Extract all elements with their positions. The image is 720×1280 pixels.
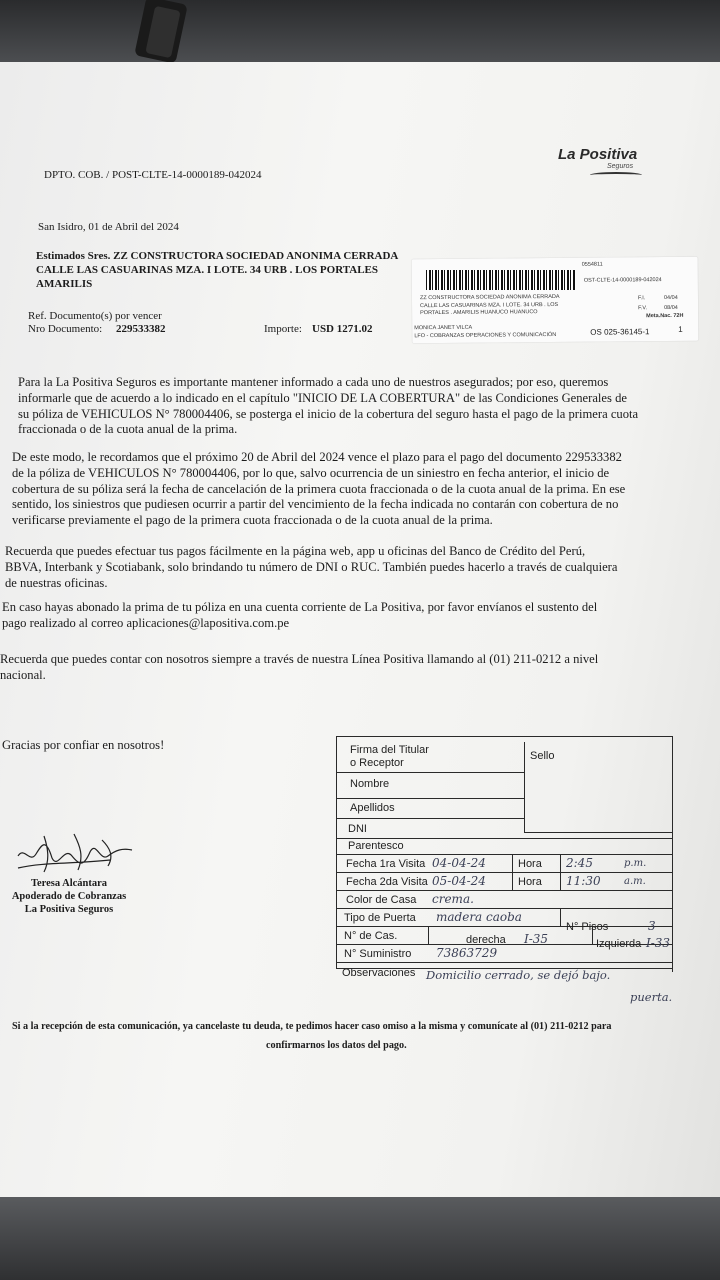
form-observaciones-value2: puerta. [630,990,673,1004]
form-observaciones-label: Observaciones [342,967,416,979]
ref-label: Ref. Documento(s) por vencer [28,310,162,322]
form-firma-label: Firma del Titular [350,744,429,756]
p2-line: de la póliza de VEHICULOS N° 780004406, por lo que, salvo ocurrencia de un siniestro en fecha anterior, el inicio de [12,465,610,480]
label-name: MONICA JANET VILCA [414,324,473,332]
label-fv: F.V. [638,305,648,312]
label-line2: CALLE LAS CASUARINAS MZA. I LOTE. 34 URB . LOS [420,301,559,310]
form-hora2-label: Hora [518,876,542,888]
form-apellidos-label: Apellidos [350,802,395,814]
p1-line: su póliza de VEHICULOS N° 780004406, se posterga el inicio de la cobertura del seguro hasta el pago de la primera cuota [18,406,639,421]
paragraph-2 [12,450,625,529]
company-logo: La Positiva [558,146,638,163]
footer-line2: confirmarnos los datos del pago. [266,1040,407,1051]
background-bottom [0,1190,720,1280]
form-hora1-ampm: p.m. [624,858,647,869]
doc-label: Nro Documento: [28,323,103,335]
form-izquierda-label: Izquierda [596,938,642,950]
label-meta: Meta.Nac. 72H [646,312,684,320]
label-code-right: OST-CLTE-14-0000189-042024 [583,277,662,284]
doc-number: 229533382 [116,323,166,335]
background-top [0,0,720,70]
label-os-num: 1 [678,324,683,334]
form-derecha-value: I-35 [524,932,549,946]
paragraph-5 [0,652,598,684]
reference-code: DPTO. COB. / POST-CLTE-14-0000189-042024 [44,169,262,181]
p4-line: pago realizado al correo aplicaciones@lapositiva.com.pe [2,615,290,630]
signatory-role: Apoderado de Cobranzas [11,891,127,902]
form-izquierda-value: I-33 [646,936,671,950]
form-nombre-label: Nombre [350,778,390,790]
form-color-value: crema. [432,892,474,906]
form-fecha2-value: 05-04-24 [432,874,486,888]
form-hora2-value: 11:30 [566,874,601,888]
form-parentesco-label: Parentesco [348,840,404,852]
label-fi: F.I. [637,295,646,302]
label-dept: LFO - COBRANZAS OPERACIONES Y COMUNICACIÓN [414,331,557,340]
form-color-label: Color de Casa [346,894,417,906]
barcode-icon [426,270,576,290]
addressee-line1: Estimados Sres. ZZ CONSTRUCTORA SOCIEDAD ANONIMA CERRADA [36,250,399,262]
p2-line: verificarse previamente el pago de la primera cuota fraccionada o de la cuota anual de la prima. [12,513,493,528]
p2-line: De este modo, le recordamos que el próximo 20 de Abril del 2024 vence el plazo para el pago del documento 229533382 [12,450,622,464]
form-observaciones-value1: Domicilio cerrado, se dejó bajo. [426,968,611,982]
paragraph-3 [5,544,617,591]
amount-label: Importe: [264,323,302,335]
form-suministro-value: 73863729 [436,946,498,960]
paragraph-4 [2,600,597,632]
p5-line: nacional. [0,667,46,682]
signatory-company: La Positiva Seguros [24,904,114,915]
addressee-line3: AMARILIS [36,278,93,290]
signatory-name: Teresa Alcántara [30,878,108,889]
addressee-line2: CALLE LAS CASUARINAS MZA. I LOTE. 34 URB . LOS PORTALES [36,264,379,276]
p3-line: BBVA, Interbank y Scotiabank, solo brindando tu número de DNI o RUC. También puedes hacerlo a través de cualquiera [5,559,618,574]
form-fecha2-label: Fecha 2da Visita [346,876,428,888]
signature-image [14,826,144,880]
form-fecha1-value: 04-04-24 [432,856,486,870]
p2-line: sentido, los siniestros que pudiesen ocurrir a partir del vencimiento de la fecha indicada no contarán con cobertura de no [12,497,619,512]
form-numcas-label: N° de Cas. [344,930,398,942]
form-pisos-value: 3 [648,919,656,933]
p3-line: de nuestras oficinas. [5,575,108,590]
logo-subtitle: Seguros [607,163,634,170]
label-line1: ZZ CONSTRUCTORA SOCIEDAD ANONIMA CERRADA [419,293,560,302]
form-derecha-label: derecha [466,934,506,946]
form-suministro-label: N° Suministro [344,948,412,960]
form-receptor-label: o Receptor [350,757,404,769]
p1-line: informarle que de acuerdo a lo indicado en el capítulo "INICIO DE LA COBERTURA" de las Condiciones Generales de [18,390,627,405]
footer-line1: Si a la recepción de esta comunicación, ya cancelaste tu deuda, te pedimos hacer caso omiso a la misma y comunícate al (01) 211-0212 para [12,1021,612,1032]
p3-line: Recuerda que puedes efectuar tus pagos fácilmente en la página web, app u oficinas del Banco de Crédito del Perú, [5,544,586,558]
form-fecha1-label: Fecha 1ra Visita [346,858,426,870]
p1-line: Para la La Positiva Seguros es importante mantener informado a cada uno de nuestros asegurados; por eso, queremos [18,375,609,389]
form-dni-label: DNI [348,823,367,835]
form-hora2-ampm: a.m. [624,876,646,887]
logo-swoosh-icon [590,172,642,178]
p4-line: En caso hayas abonado la prima de tu póliza en una cuenta corriente de La Positiva, por favor envíanos el sustento del [2,600,598,614]
p1-line: fraccionada o de la cuota anual de la prima. [18,422,238,437]
label-fi-value: 04/04 [663,294,678,302]
form-hora1-label: Hora [518,858,542,870]
form-hora1-value: 2:45 [566,856,593,870]
form-puerta-label: Tipo de Puerta [344,912,416,924]
date-line: San Isidro, 01 de Abril del 2024 [38,221,179,233]
form-sello-label: Sello [530,750,555,762]
form-puerta-value: madera caoba [436,910,522,924]
label-fv-value: 08/04 [664,304,678,312]
form-pisos-label: N° Pisos [566,921,609,933]
label-line3: PORTALES . AMARILIS HUANUCO HUANUCO [420,309,538,317]
paragraph-1 [18,375,638,438]
thanks-line: Gracias por confiar en nosotros! [2,738,165,752]
p5-line: Recuerda que puedes contar con nosotros siempre a través de nuestra Línea Positiva llamando al (01) 211-0212 a nivel [0,652,599,666]
amount-value: USD 1271.02 [312,323,373,335]
label-os: OS 025-36145-1 [590,327,650,337]
p2-line: cobertura de su póliza será la fecha de cancelación de la primera cuota fraccionada o de la cuota anual de la prima. En ese [12,481,626,496]
label-code-top: 0554811 [581,261,603,268]
